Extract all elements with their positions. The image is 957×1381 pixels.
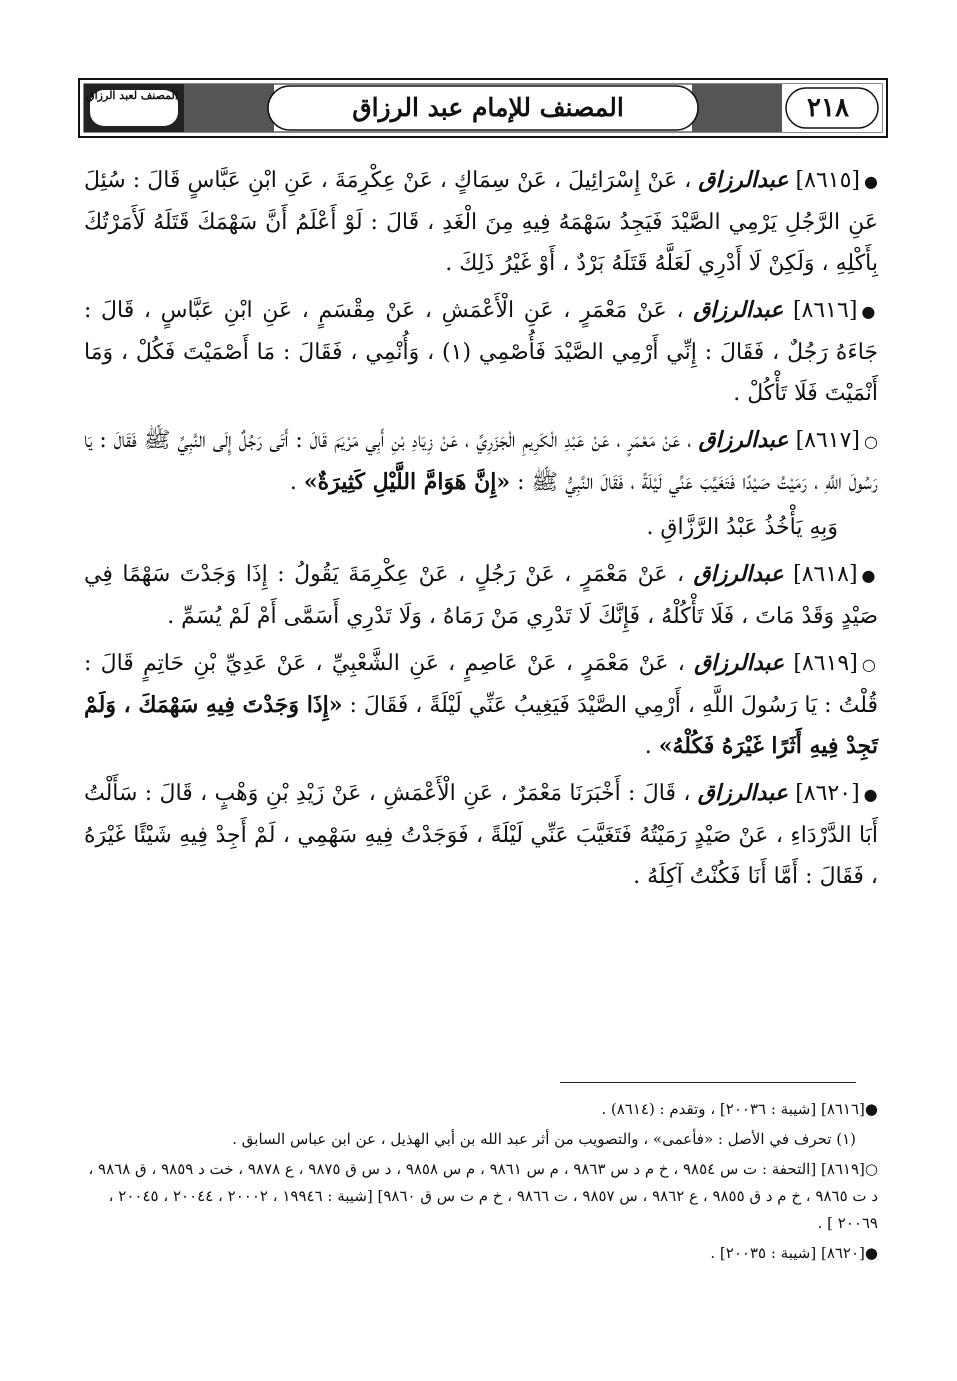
hadith-author: عبدالرزاق — [693, 297, 784, 323]
hadith-note: وَبِهِ يَأْخُذُ عَبْدُ الرَّزَّاقِ . — [646, 515, 838, 540]
hadith-number: [٨٦١٩] — [793, 651, 858, 676]
hadith-number: [٨٦١٦] — [792, 298, 858, 323]
prophet-quote: «إِنَّ هَوَامَّ اللَّيْلِ كَثِيرَةٌ» — [303, 469, 511, 495]
footnote-8619: ○[٨٦١٩] [التحفة : ت س ٩٨٥٤ ، خ م د س ٩٨٦٣ ، م س ٩٨٦١ ، م س ٩٨٥٨ ، د س ق ٩٨٧٥ ، ع ٩٨٧٨ ، خت د ٩٨٥٩ ، ق ٩٨٦٨ ، د ت ٩٨٦٥ ، خ م د ق ٩٨٥٥ ، ع ٩٨٦٢ ، س ٩٨٥٧ ، ت ٩٨٦٦ ، خ م ت س ق ٩٨٦٠] [شيبة : ١٩٩٤٦ ، ٢٠٠٠٢ ، ٢٠٠٤٤ ، ٢٠٠٤٥ ، ٢٠٠٦٩ ] . — [88, 1160, 878, 1232]
hadith-number: [٨٦١٨] — [793, 562, 858, 587]
bullet-icon: ● — [861, 566, 878, 585]
hadith-author: عبدالرزاق — [698, 427, 789, 453]
hadith-text: ، عَنْ مَعْمَرٍ ، عَنْ عَاصِمٍ ، عَنِ الشَّعْبِيِّ ، عَنْ عَدِيِّ بْنِ حَاتِمٍ قَالَ : قُلْتُ : يَا رَسُولَ اللَّهِ ، أَرْمِي الصَّيْدَ فَيَغِيبُ عَنِّي لَيْلَةً ، فَقَالَ : — [84, 651, 878, 718]
hadith-text: ، عَنْ مَعْمَرٍ ، عَنْ عَبْدِ الْكَرِيمِ الْجَزَرِيِّ ، عَنْ زِيَادِ بْنِ أَبِي مَرْيَمَ قَالَ : أَتَى رَجُلٌ إِلَى النَّبِيِّ ﷺ فَقَالَ : يَا رَسُولَ اللَّهِ ، رَمَيْتُ صَيْدًا فَتَغَيَّبَ عَنِّي لَيْلَةً ، فَقَالَ النَّبِيُّ ﷺ : — [84, 428, 878, 495]
hadith-number: [٨٦١٥] — [795, 168, 860, 193]
bullet-icon: ○ — [864, 432, 879, 451]
hadith-8615 — [84, 160, 878, 284]
hadith-text: ، عَنْ مَعْمَرٍ ، عَنْ رَجُلٍ ، عَنْ عِكْرِمَةَ يَقُولُ : إِذَا وَجَدْتَ سَهْمًا فِي صَيْدٍ وَقَدْ مَاتَ ، فَلَا تَأْكُلْهُ ، فَإِنَّكَ لَا تَدْرِي مَنْ رَمَاهُ ، وَلَا تَدْرِي أَسَمَّى أَمْ لَمْ يُسَمِّ . — [84, 562, 878, 629]
footnote-8616: ●[٨٦١٦] [شيبة : ٢٠٠٣٦] ، وتقدم : (٨٦١٤) . — [601, 1100, 878, 1118]
page-header — [78, 78, 888, 138]
hadith-8619 — [84, 643, 878, 767]
hadith-8620 — [84, 773, 878, 897]
hadith-number: [٨٦١٧] — [795, 428, 861, 453]
bullet-icon: ● — [863, 172, 878, 191]
footnotes — [84, 1096, 878, 1270]
bullet-icon: ● — [863, 785, 878, 804]
hadith-author: عبدالرزاق — [697, 780, 788, 806]
hadith-end: . — [644, 734, 652, 759]
logo-text: المصنف لعبد الرزاق — [86, 89, 178, 102]
hadith-author: عبدالرزاق — [698, 167, 789, 193]
main-text — [84, 160, 878, 903]
page-number: ٢١٨ — [807, 93, 849, 123]
hadith-8616 — [84, 290, 878, 414]
footnote-separator — [560, 1082, 856, 1083]
footnote-1: (١) تحرف في الأصل : «فأعمى» ، والتصويب من أثر عبد الله بن أبي الهذيل ، عن ابن عباس السابق . — [232, 1130, 856, 1148]
hadith-8617 — [84, 420, 878, 548]
hadith-text: ، قَالَ : أَخْبَرَنَا مَعْمَرٌ ، عَنِ الْأَعْمَشِ ، عَنْ زَيْدِ بْنِ وَهْبٍ ، قَالَ : سَأَلْتُ أَبَا الدَّرْدَاءِ ، عَنْ صَيْدٍ رَمَيْتُهُ فَتَغَيَّبَ عَنِّي لَيْلَةً ، فَوَجَدْتُ فِيهِ سَهْمِي ، لَمْ أَجِدْ فِيهِ شَيْئًا غَيْرَهُ ، فَقَالَ : أَمَّا أَنَا فَكُنْتُ آكِلَهُ . — [84, 781, 878, 889]
hadith-author: عبدالرزاق — [694, 650, 785, 676]
hadith-author: عبدالرزاق — [693, 561, 784, 587]
page-title: المصنف للإمام عبد الرزاق — [352, 93, 624, 122]
hadith-text: ، عَنْ مَعْمَرٍ ، عَنِ الْأَعْمَشِ ، عَنْ مِقْسَمٍ ، عَنِ ابْنِ عَبَّاسٍ ، قَالَ : جَاءَهُ رَجُلٌ ، فَقَالَ : إِنِّي أَرْمِي الصَّيْدَ فَأُصْمِي (١) ، وَأُنْمِي ، فَقَالَ : مَا أَصْمَيْتَ فَكُلْ ، وَمَا أَنْمَيْتَ فَلَا تَأْكُلْ . — [84, 298, 878, 406]
hadith-end: . — [289, 470, 297, 495]
bullet-icon: ● — [861, 302, 879, 321]
footnote-8620: ●[٨٦٢٠] [شيبة : ٢٠٠٣٥] . — [710, 1244, 878, 1262]
prophet-quote: «إِذَا وَجَدْتَ فِيهِ سَهْمَكَ ، وَلَمْ تَجِدْ فِيهِ أَثَرًا غَيْرَهُ فَكُلْهُ» — [84, 692, 878, 759]
hadith-number: [٨٦٢٠] — [795, 781, 860, 806]
hadith-text: ، عَنْ إِسْرَائِيلَ ، عَنْ سِمَاكٍ ، عَنْ عِكْرِمَةَ ، عَنِ ابْنِ عَبَّاسٍ قَالَ : سُئِلَ عَنِ الرَّجُلِ يَرْمِي الصَّيْدَ فَيَجِدُ سَهْمَهُ فِيهِ مِنَ الْغَدِ ، قَالَ : لَوْ أَعْلَمُ أَنَّ سَهْمَكَ قَتَلَهُ لَأَمَرْتُكَ بِأَكْلِهِ ، وَلَكِنْ لَا أَدْرِي لَعَلَّهُ قَتَلَهُ بَرْدٌ ، أَوْ غَيْرُ ذَلِكَ . — [84, 168, 878, 276]
hadith-8618 — [84, 554, 878, 637]
bullet-icon: ○ — [861, 655, 879, 674]
